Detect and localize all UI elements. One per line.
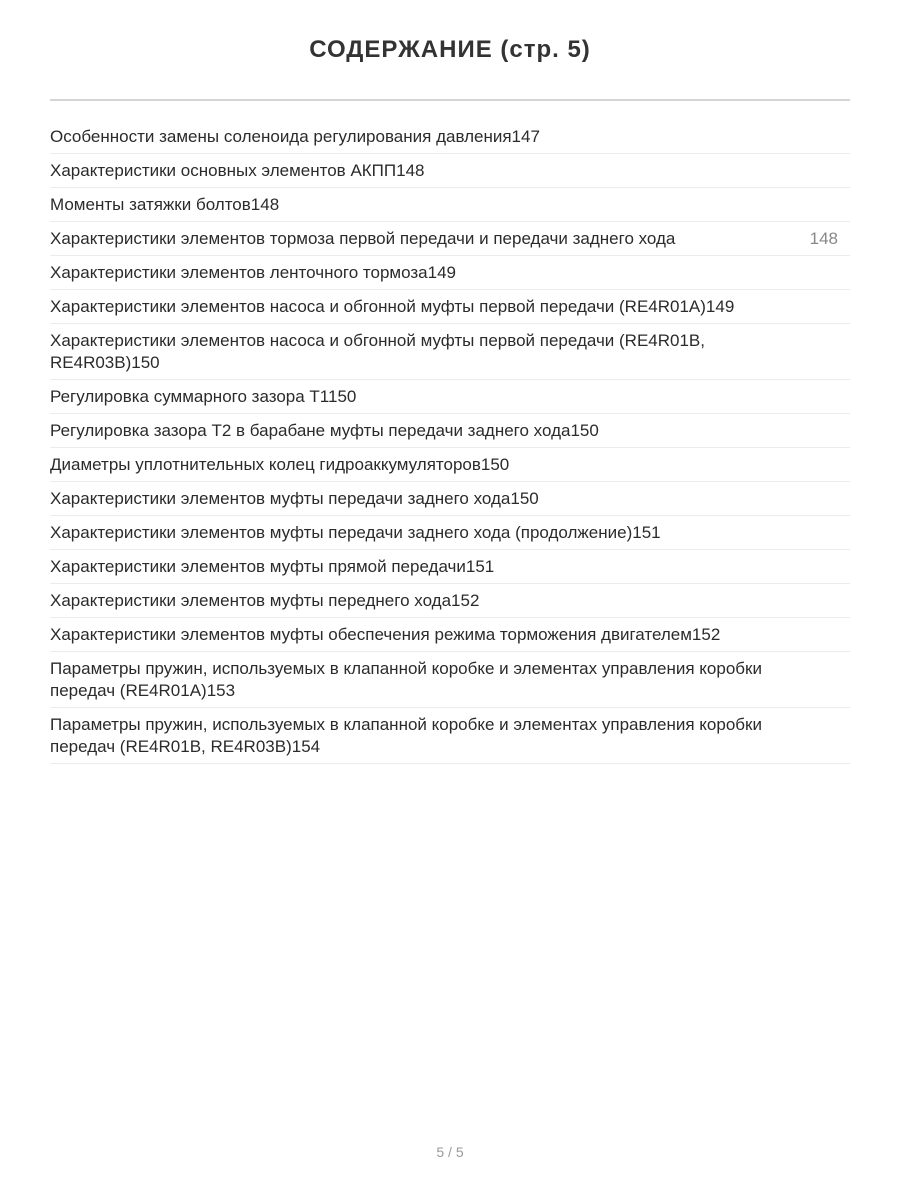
toc-item[interactable]: [50, 120, 850, 154]
toc-item[interactable]: [50, 324, 850, 380]
toc-item-title: Характеристики элементов муфты обеспечения режима торможения двигателем152: [50, 625, 721, 644]
toc-item[interactable]: [50, 380, 850, 414]
toc-item-title: Характеристики элементов муфты переднего хода152: [50, 591, 480, 610]
toc-item-title: Характеристики элементов муфты прямой передачи151: [50, 557, 495, 576]
toc-item-title: Характеристики элементов насоса и обгонной муфты первой передачи (RE4R01A)149: [50, 297, 735, 316]
title-divider: [50, 99, 850, 101]
toc-item-title: Характеристики элементов муфты передачи заднего хода (продолжение)151: [50, 523, 661, 542]
toc-item[interactable]: [50, 618, 850, 652]
toc-item[interactable]: [50, 584, 850, 618]
toc-item-title: Моменты затяжки болтов148: [50, 195, 280, 214]
toc-item-title: Характеристики элементов муфты передачи заднего хода150: [50, 489, 539, 508]
toc-item-title: Характеристики элементов насоса и обгонной муфты первой передачи (RE4R01B, RE4R03B)150: [50, 331, 705, 372]
toc-item[interactable]: [50, 290, 850, 324]
toc-item[interactable]: [50, 222, 850, 256]
toc-item[interactable]: [50, 550, 850, 584]
toc-item[interactable]: [50, 482, 850, 516]
toc-item-title: Особенности замены соленоида регулирования давления147: [50, 127, 540, 146]
toc-item-page: 148: [809, 229, 838, 248]
toc-item-title: Регулировка зазора Т2 в барабане муфты передачи заднего хода150: [50, 421, 599, 440]
page-indicator: 5 / 5: [436, 1144, 464, 1160]
toc-item[interactable]: [50, 516, 850, 550]
toc-item-title: Параметры пружин, используемых в клапанной коробке и элементах управления коробки передач (RE4R01A)153: [50, 659, 762, 700]
toc-item-title: Характеристики основных элементов АКПП148: [50, 161, 425, 180]
toc-item[interactable]: [50, 708, 850, 764]
toc-item[interactable]: [50, 188, 850, 222]
toc-item-title: Характеристики элементов ленточного тормоза149: [50, 263, 456, 282]
toc-item[interactable]: [50, 414, 850, 448]
toc-item-title: Характеристики элементов тормоза первой передачи и передачи заднего хода: [50, 229, 676, 248]
toc-item[interactable]: [50, 448, 850, 482]
toc-item[interactable]: [50, 154, 850, 188]
toc-item-title: Регулировка суммарного зазора Т1150: [50, 387, 357, 406]
toc-item[interactable]: [50, 256, 850, 290]
toc-item-title: Параметры пружин, используемых в клапанной коробке и элементах управления коробки передач (RE4R01B, RE4R03B)154: [50, 715, 762, 756]
toc-item-title: Диаметры уплотнительных колец гидроаккумуляторов150: [50, 455, 510, 474]
page-title: СОДЕРЖАНИЕ (стр. 5): [309, 36, 591, 63]
toc-item[interactable]: [50, 652, 850, 708]
table-of-contents: [50, 120, 850, 764]
